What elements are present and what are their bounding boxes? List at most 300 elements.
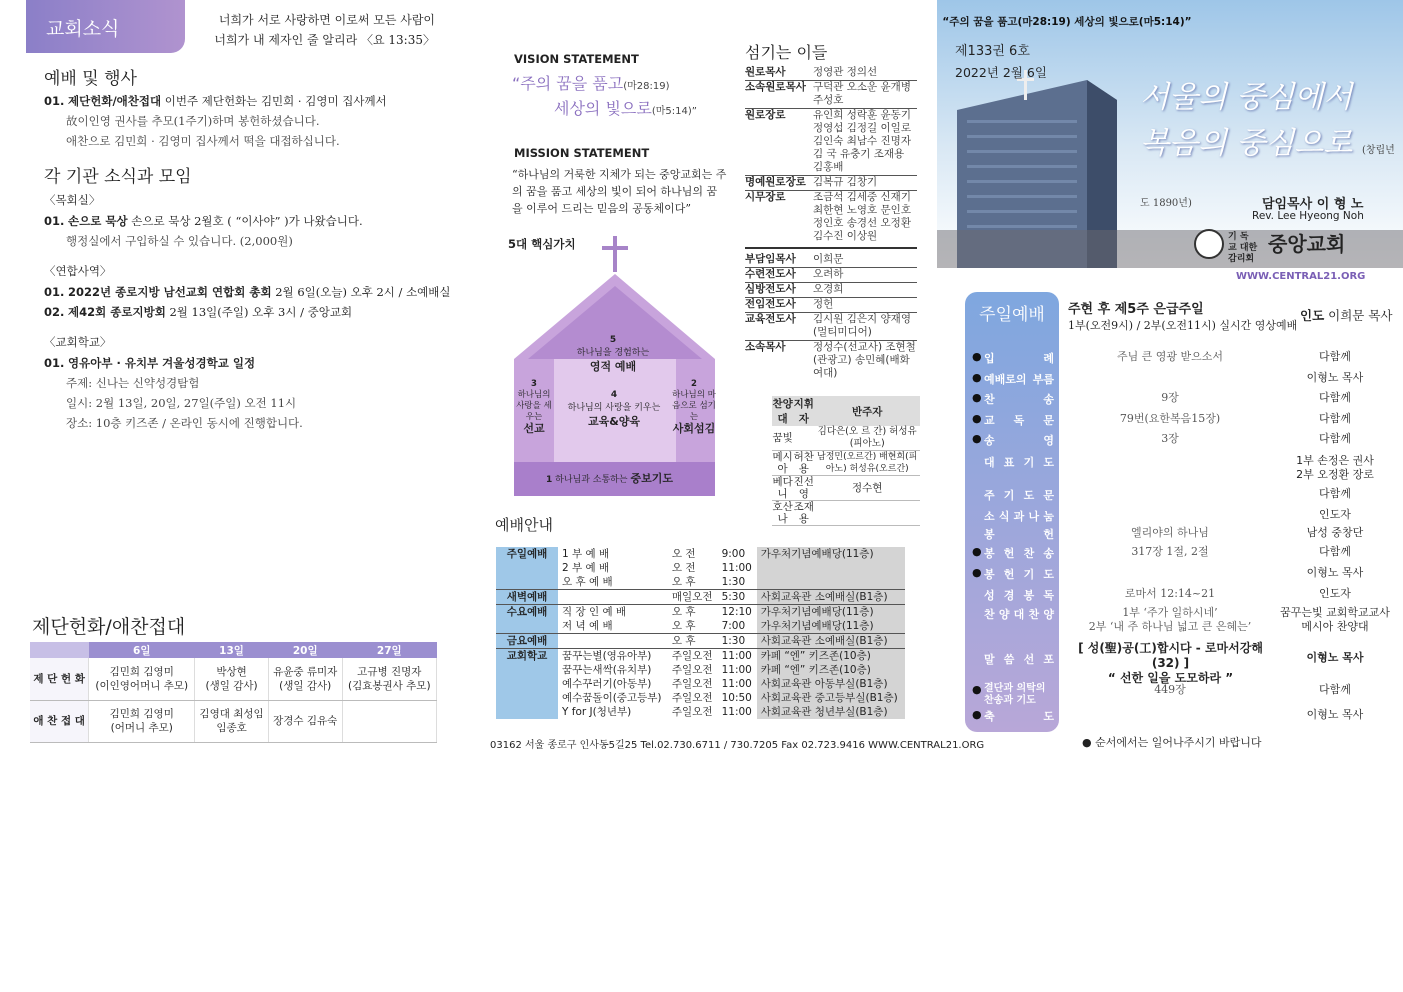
order-item-label: 봉 헌 기 도 bbox=[984, 568, 1054, 581]
servant-row bbox=[745, 81, 917, 109]
item-text: 2월 6일(오늘) 오후 2시 / 소예배실 bbox=[275, 285, 451, 299]
schedule-ampm: 오 후 bbox=[668, 575, 718, 590]
servant-row bbox=[745, 253, 917, 268]
schedule-name: 예수꾸러기(아동부) bbox=[562, 678, 652, 690]
servant-names: 정헌 bbox=[813, 298, 834, 310]
servant-names: 김복규 김창기 bbox=[813, 176, 878, 188]
order-item-name bbox=[972, 683, 1054, 707]
senior-pastor-name: 담임목사 이 형 노 bbox=[1262, 197, 1364, 212]
order-item-presenter: 이형노 목사 bbox=[1306, 708, 1364, 721]
union-label: 〈연합사역〉 bbox=[44, 264, 112, 278]
schedule-row bbox=[496, 649, 905, 664]
order-item-content: 로마서 12:14~21 bbox=[1124, 587, 1216, 600]
schedule-ampm: 오 전 bbox=[671, 548, 696, 560]
servants-list bbox=[745, 66, 917, 380]
core-value-sub: 하나님의 사랑을 세우는 bbox=[516, 390, 552, 422]
schedule-location: 사회교육관 아동부실(B1층) bbox=[757, 677, 905, 691]
servant-names: 정성수(선교사) 조현철(관광고) 송민혜(배화여대) bbox=[813, 341, 916, 379]
schedule-name bbox=[558, 634, 668, 649]
vision-text: 세상의 빛으로 bbox=[554, 99, 652, 118]
verse-line-2: 너희가 내 제자인 줄 알리라 〈요 13:35〉 bbox=[214, 33, 435, 47]
servant-role: 교육전도사 bbox=[745, 313, 796, 325]
servant-row bbox=[745, 66, 917, 81]
schedule-time: 5:30 bbox=[718, 590, 757, 605]
choir-row bbox=[772, 501, 920, 526]
schedule-name: 오 후 예 배 bbox=[558, 575, 668, 590]
sermon-title bbox=[1068, 641, 1273, 686]
choir-cell bbox=[793, 426, 814, 451]
order-item-name bbox=[972, 545, 1054, 561]
order-item-content: 9장 bbox=[1161, 391, 1179, 404]
order-item-label: 봉 헌 bbox=[984, 528, 1054, 541]
core-value-4 bbox=[565, 390, 663, 429]
schedule-ampm: 오 후 bbox=[668, 634, 718, 649]
schedule-time: 10:50 bbox=[721, 692, 752, 704]
sunday-worship-label: 주일예배 bbox=[979, 305, 1045, 325]
schedule-time: 7:00 bbox=[718, 619, 757, 634]
sermon-text: “ 선한 일을 도모하라 ” bbox=[1107, 671, 1234, 685]
choir-cell: 꿈빛 bbox=[772, 426, 793, 451]
core-value-number: 1 bbox=[546, 475, 553, 485]
schedule-name: 저 녁 예 배 bbox=[558, 619, 668, 634]
order-item-label: 대 표 기 도 bbox=[984, 456, 1054, 469]
schedule-row bbox=[496, 547, 905, 561]
news-item-union-1 bbox=[44, 282, 451, 302]
servant-names: 구덕관 오소운 윤개병 주성호 bbox=[813, 81, 911, 106]
servant-row bbox=[745, 313, 917, 341]
order-item-presenter: 1부 손정은 권사 2부 오정환 장로 bbox=[1296, 454, 1374, 481]
schedule-ampm: 오 전 bbox=[671, 562, 696, 574]
schedule-ampm: 오 후 bbox=[668, 619, 718, 634]
core-value-main: 교육&양육 bbox=[587, 415, 641, 428]
core-value-number: 2 bbox=[691, 379, 697, 389]
bulletin-volume: 제133권 6호 bbox=[955, 44, 1030, 59]
servant-row bbox=[745, 268, 917, 283]
schedule-ampm: 주일오전 bbox=[671, 678, 713, 690]
news-item-school bbox=[44, 353, 255, 373]
offering-cell: 김민희 김영미 (어머니 추모) bbox=[89, 700, 195, 742]
schedule-name: Y for J(청년부) bbox=[562, 706, 632, 718]
choir-header: 반주자 bbox=[814, 396, 920, 426]
item-title: 손으로 묵상 bbox=[68, 214, 128, 228]
worship-events-heading: 예배 및 행사 bbox=[44, 69, 137, 89]
schedule-row bbox=[496, 663, 905, 677]
order-item-content: 3장 bbox=[1161, 432, 1179, 445]
order-item-content: 엘리야의 하나님 bbox=[1131, 526, 1209, 539]
core-value-main: 선교 bbox=[523, 422, 545, 435]
schedule-name: 1 부 예 배 bbox=[562, 548, 610, 560]
order-item-presenter: 다함께 bbox=[1319, 412, 1351, 425]
schedule-row bbox=[496, 619, 905, 634]
slogan-line: 서울의 중심에서 bbox=[1140, 80, 1353, 115]
schedule-location: 가우처기념예배당(11층) bbox=[757, 605, 905, 620]
news-tab-label: 교회소식 bbox=[46, 18, 120, 40]
order-item-content: 317장 1절, 2절 bbox=[1131, 545, 1209, 558]
schedule-category bbox=[496, 561, 558, 575]
servant-row bbox=[745, 298, 917, 313]
church-website: WWW.CENTRAL21.ORG bbox=[1236, 271, 1366, 282]
order-item-label: 찬 양 대 찬 양 bbox=[984, 608, 1054, 621]
schedule-time: 1:30 bbox=[718, 575, 757, 590]
servant-role: 전임전도사 bbox=[745, 298, 796, 310]
school-label: 〈교회학교〉 bbox=[44, 335, 112, 349]
item-line: 주제: 신나는 신약성경탐험 bbox=[66, 376, 200, 390]
servant-names: 오려하 bbox=[813, 268, 844, 280]
vision-label: VISION STATEMENT bbox=[514, 52, 639, 66]
standing-bullet-icon: ● bbox=[972, 683, 982, 696]
offering-title: 제단헌화/애찬접대 bbox=[32, 616, 186, 638]
item-title: 제42회 종로지방회 bbox=[68, 305, 166, 319]
item-text: 2월 13일(주일) 오후 3시 / 중앙교회 bbox=[169, 305, 353, 319]
order-item-name bbox=[972, 587, 1054, 603]
core-value-main: 중보기도 bbox=[630, 472, 673, 485]
order-item-label: 교 독 문 bbox=[984, 414, 1054, 427]
item-text: 손으로 묵상 2월호 ( “이사야” )가 나왔습니다. bbox=[131, 214, 363, 228]
schedule-row bbox=[496, 561, 905, 575]
worship-leader bbox=[1300, 306, 1393, 324]
choir-header: 찬양대 bbox=[772, 398, 793, 425]
schedule-name: 직 장 인 예 배 bbox=[562, 606, 627, 618]
servant-role: 심방전도사 bbox=[745, 283, 796, 295]
core-value-1 bbox=[546, 470, 706, 486]
schedule-row bbox=[496, 590, 905, 605]
senior-pastor-name-en: Rev. Lee Hyeong Noh bbox=[1252, 210, 1364, 222]
order-item-name bbox=[972, 371, 1054, 387]
offering-cell: 제 단 헌 화 bbox=[30, 658, 89, 700]
offering-row bbox=[30, 658, 437, 700]
schedule-name: 예수꿈돌이(중고등부) bbox=[562, 692, 662, 704]
schedule-time: 11:00 bbox=[721, 664, 752, 676]
schedule-name: 꿈꾸는별(영유아부) bbox=[562, 650, 652, 662]
schedule-location: 가우처기념예배당(11층) bbox=[757, 547, 905, 561]
order-item-presenter: 다함께 bbox=[1319, 545, 1351, 558]
bulletin-date: 2022년 2월 6일 bbox=[955, 65, 1047, 80]
servant-names: 조금석 김세중 신재기 최한현 노영호 문인호 정인호 송경선 오정환 김수진 이상원 bbox=[813, 191, 911, 242]
schedule-time: 11:00 bbox=[721, 650, 752, 662]
order-item-name bbox=[972, 350, 1054, 366]
schedule-location: 가우처기념예배당(11층) bbox=[757, 619, 905, 634]
schedule-location: 사회교육관 청년부실(B1층) bbox=[757, 705, 905, 719]
item-line: 행정실에서 구입하실 수 있습니다. (2,000원) bbox=[66, 234, 293, 248]
servant-names: 유인희 성락훈 윤동기 정영섭 김정길 이일로 김인숙 최남수 진명자 김 국 유충기 조재용 김홍배 bbox=[813, 109, 911, 173]
choir-cell: 남정민(오르간) 배현희(피아노) 허성유(오르간) bbox=[814, 451, 920, 476]
standing-bullet-icon: ● bbox=[972, 708, 982, 721]
choir-cell: 조재용 bbox=[793, 501, 814, 525]
schedule-category: 새벽예배 bbox=[496, 590, 558, 605]
item-text: 이번주 제단헌화는 김민희 · 김영미 집사께서 bbox=[164, 94, 387, 108]
schedule-location: 사회교육관 소예배실(B1층) bbox=[757, 634, 905, 649]
church-seal-icon bbox=[1194, 229, 1224, 259]
choir-cell: 정수현 bbox=[814, 476, 920, 501]
choir-table bbox=[772, 396, 920, 526]
verse-line-1: 너희가 서로 사랑하면 이로써 모든 사람이 bbox=[218, 13, 435, 27]
order-item-name bbox=[972, 606, 1054, 622]
standing-bullet-icon: ● bbox=[972, 391, 982, 404]
schedule-ampm: 주일오전 bbox=[671, 650, 713, 662]
standing-bullet-icon: ● bbox=[972, 566, 982, 579]
item-number: 01. bbox=[44, 285, 65, 299]
leader-name: 이희문 목사 bbox=[1328, 308, 1393, 323]
servant-row bbox=[745, 176, 917, 191]
offering-cell: 고규병 진명자 (김효봉권사 추모) bbox=[342, 658, 436, 700]
core-value-sub: 하나님의 사랑을 키우는 bbox=[567, 403, 661, 413]
order-item-label: 입 례 bbox=[984, 352, 1054, 365]
order-item-presenter: 다함께 bbox=[1319, 350, 1351, 363]
item-line: 故이인영 권사를 추모(1주기)하며 봉헌하셨습니다. bbox=[66, 114, 320, 128]
worship-schedule-table bbox=[496, 547, 905, 719]
offering-header: 27일 bbox=[342, 642, 436, 658]
news-section-tab bbox=[26, 0, 185, 53]
core-value-number: 4 bbox=[610, 390, 618, 400]
order-item-label: 봉 헌 찬 송 bbox=[984, 547, 1054, 560]
church-name: 중앙교회 bbox=[1268, 232, 1346, 256]
schedule-name: 2 부 예 배 bbox=[562, 562, 610, 574]
item-title: 영유아부 · 유치부 겨울성경학교 일정 bbox=[68, 356, 256, 370]
schedule-time: 9:00 bbox=[721, 548, 746, 560]
order-item-presenter: 이형노 목사 bbox=[1306, 566, 1364, 579]
servant-role: 시무장로 bbox=[745, 191, 786, 203]
schedule-category bbox=[496, 663, 558, 677]
schedule-category bbox=[496, 691, 558, 705]
choir-header: 지휘자 bbox=[793, 398, 814, 425]
schedule-location: 사회교육관 중고등부실(B1층) bbox=[757, 691, 905, 705]
standing-note: ● 순서에서는 일어나주시기 바랍니다 bbox=[1082, 736, 1262, 749]
choir-cell: 진선영 bbox=[793, 476, 814, 500]
standing-bullet-icon: ● bbox=[972, 350, 982, 363]
order-item-content: 79번(요한복음15장) bbox=[1119, 412, 1221, 425]
schedule-category bbox=[496, 575, 558, 590]
order-item-presenter: 다함께 bbox=[1319, 683, 1351, 696]
vision-text: “주의 꿈을 품고 bbox=[512, 74, 624, 93]
schedule-location: 카페 “엔” 키즈존(10층) bbox=[757, 663, 905, 677]
servant-role: 명예원로장로 bbox=[745, 176, 806, 188]
order-item-label: 성 경 봉 독 bbox=[984, 589, 1054, 602]
core-value-main: 사회섬김 bbox=[672, 422, 716, 435]
schedule-ampm: 매일오전 bbox=[668, 590, 718, 605]
choir-cell: 메시아 bbox=[772, 451, 793, 475]
schedule-name: 꿈꾸는새싹(유치부) bbox=[562, 664, 652, 676]
core-value-3 bbox=[514, 379, 554, 434]
order-item-name bbox=[972, 432, 1054, 448]
core-value-main: 영적 예배 bbox=[589, 360, 637, 373]
order-item-content: 주님 큰 영광 받으소서 bbox=[1116, 350, 1224, 363]
schedule-time: 12:10 bbox=[721, 606, 752, 618]
order-item-presenter: 꿈꾸는빛 교회학교교사 메시아 찬양대 bbox=[1280, 606, 1390, 633]
order-item-name bbox=[972, 487, 1054, 503]
schedule-row bbox=[496, 575, 905, 590]
servant-row bbox=[745, 109, 917, 176]
standing-bullet-icon: ● bbox=[972, 432, 982, 445]
schedule-row bbox=[496, 605, 905, 620]
offering-cell: 김민희 김영미 (이인영어머니 추모) bbox=[89, 658, 195, 700]
offering-cell bbox=[342, 700, 436, 742]
cover-motto: “주의 꿈을 품고(마28:19) 세상의 빛으로(마5:14)” bbox=[942, 16, 1192, 28]
core-value-sub: 하나님을 경험하는 bbox=[576, 348, 650, 358]
choir-header-row bbox=[772, 396, 920, 426]
schedule-ampm: 주일오전 bbox=[671, 706, 713, 718]
item-title: 2022년 종로지방 남선교회 연합회 총회 bbox=[68, 285, 272, 299]
order-item-name bbox=[972, 708, 1054, 724]
servant-names: 이희문 bbox=[813, 253, 844, 265]
order-item-label: 찬 송 bbox=[984, 393, 1054, 406]
item-line: 장소: 10층 키즈존 / 온라인 동시에 진행합니다. bbox=[66, 416, 303, 430]
core-values-label: 5대 핵심가치 bbox=[508, 237, 576, 251]
schedule-row bbox=[496, 705, 905, 719]
order-item-name bbox=[972, 526, 1054, 542]
item-number: 01. bbox=[44, 356, 65, 370]
servant-names: 김시원 김은지 양재영(멀티미디어) bbox=[813, 313, 911, 338]
pastoral-room-label: 〈목회실〉 bbox=[44, 193, 101, 207]
order-item-presenter: 다함께 bbox=[1319, 432, 1351, 445]
servant-role: 원로장로 bbox=[745, 109, 786, 121]
order-item-presenter: 이형노 목사 bbox=[1306, 371, 1364, 384]
mission-text: “하나님의 거룩한 지체가 되는 중앙교회는 주의 꿈을 품고 세상의 빛이 되어 하나님의 꿈을 이루어 드리는 믿음의 공동체이다” bbox=[512, 168, 727, 215]
church-address-footer: 03162 서울 종로구 인사동5길25 Tel.02.730.6711 / 730.7205 Fax 02.723.9416 WWW.CENTRAL21.ORG bbox=[490, 740, 985, 751]
schedule-row bbox=[496, 634, 905, 649]
order-item-label: 송 영 bbox=[984, 434, 1054, 447]
bible-verse bbox=[205, 10, 435, 50]
order-item-name bbox=[972, 508, 1054, 524]
choir-cell: 베다니 bbox=[772, 476, 793, 500]
schedule-time: 11:00 bbox=[721, 562, 752, 574]
order-item-presenter: 인도자 bbox=[1319, 587, 1351, 600]
order-item-name bbox=[972, 566, 1054, 582]
choir-cell bbox=[814, 501, 920, 526]
founded-year: (창립년도 1890년) bbox=[1140, 145, 1395, 209]
sunday-times: 1부(오전9시) / 2부(오전11시) 실시간 영상예배 bbox=[1068, 319, 1298, 332]
vision-ref: (마5:14)” bbox=[651, 106, 697, 117]
schedule-ampm: 주일오전 bbox=[671, 692, 713, 704]
offering-table bbox=[30, 642, 437, 743]
servant-row bbox=[745, 283, 917, 298]
servant-role: 원로목사 bbox=[745, 66, 786, 78]
order-item-label: 축 도 bbox=[984, 710, 1054, 723]
order-item-label: 주 기 도 문 bbox=[984, 489, 1054, 502]
worship-guide-title: 예배안내 bbox=[495, 516, 553, 534]
schedule-location bbox=[757, 575, 905, 590]
news-item-offering bbox=[44, 91, 387, 111]
offering-cell: 유윤중 류미자 (생일 감사) bbox=[268, 658, 342, 700]
servant-role: 수련전도사 bbox=[745, 268, 796, 280]
schedule-row bbox=[496, 677, 905, 691]
offering-cell: 박상현 (생일 감사) bbox=[195, 658, 269, 700]
order-item-presenter: 다함께 bbox=[1319, 487, 1351, 500]
offering-header-row bbox=[30, 642, 437, 658]
servant-names: 정영관 정의선 bbox=[813, 66, 878, 78]
schedule-category bbox=[496, 619, 558, 634]
sunday-heading: 주현 후 제5주 은급주일 bbox=[1068, 302, 1204, 317]
item-number: 01. bbox=[44, 94, 65, 108]
vision-quote bbox=[512, 73, 697, 123]
servant-row bbox=[745, 191, 917, 249]
slogan-line: 복음의 중심으로 bbox=[1140, 126, 1353, 161]
schedule-time: 11:00 bbox=[721, 706, 752, 718]
choir-cell: 김다은(오 르 간) 허성유(피아노) bbox=[814, 426, 920, 451]
schedule-location bbox=[757, 561, 905, 575]
order-item-presenter: 남성 중창단 bbox=[1306, 526, 1364, 539]
item-title: 제단헌화/애찬접대 bbox=[68, 94, 162, 108]
news-item-meditation bbox=[44, 211, 363, 231]
schedule-time: 1:30 bbox=[718, 634, 757, 649]
choir-row bbox=[772, 476, 920, 501]
standing-bullet-icon: ● bbox=[972, 545, 982, 558]
denomination: 기 독 교 대한감리회 bbox=[1228, 232, 1258, 264]
core-value-number: 3 bbox=[531, 379, 537, 389]
schedule-category: 교회학교 bbox=[496, 649, 558, 664]
schedule-category bbox=[496, 705, 558, 719]
order-item-name bbox=[972, 651, 1054, 667]
standing-bullet-icon: ● bbox=[972, 371, 982, 384]
order-item-label: 예배로의 부름 bbox=[984, 373, 1054, 386]
sermon-series: [ 성(聖)공(工)합시다 - 로마서강해(32) ] bbox=[1078, 641, 1263, 670]
offering-cell: 장경수 김유숙 bbox=[268, 700, 342, 742]
offering-row bbox=[30, 700, 437, 742]
offering-header bbox=[30, 642, 89, 658]
core-value-number: 5 bbox=[609, 335, 617, 345]
servant-row bbox=[745, 341, 917, 380]
item-line: 애찬으로 김민희 · 김영미 집사께서 떡을 대접하십니다. bbox=[66, 134, 340, 148]
schedule-category: 금요예배 bbox=[496, 634, 558, 649]
org-news-heading: 각 기관 소식과 모임 bbox=[44, 167, 192, 187]
offering-cell: 김영대 최성임 임종호 bbox=[195, 700, 269, 742]
order-item-presenter: 이형노 목사 bbox=[1306, 651, 1364, 664]
core-value-2 bbox=[672, 379, 716, 434]
standing-bullet-icon: ● bbox=[972, 412, 982, 425]
servant-role: 부담임목사 bbox=[745, 253, 796, 265]
schedule-category: 주일예배 bbox=[496, 547, 558, 561]
item-line: 일시: 2월 13일, 20일, 27일(주일) 오전 11시 bbox=[66, 396, 297, 410]
servant-role: 소속원로목사 bbox=[745, 81, 806, 93]
order-item-name bbox=[972, 412, 1054, 428]
vision-ref: (마28:19) bbox=[623, 81, 670, 92]
leader-label: 인도 bbox=[1300, 308, 1325, 323]
offering-header: 6일 bbox=[89, 642, 195, 658]
order-item-label: 소 식 과 나 눔 bbox=[984, 510, 1054, 523]
core-value-sub: 하나님과 소통하는 bbox=[555, 475, 628, 485]
core-value-sub: 하나님의 마음으로 섬기는 bbox=[672, 390, 716, 422]
schedule-ampm: 오 후 bbox=[671, 606, 696, 618]
order-item-content: 449장 bbox=[1154, 683, 1186, 696]
schedule-location: 카페 “엔” 키즈존(10층) bbox=[757, 649, 905, 664]
news-item-union-2 bbox=[44, 302, 352, 322]
choir-cell: 호산나 bbox=[772, 501, 793, 525]
schedule-time: 11:00 bbox=[721, 678, 752, 690]
choir-row bbox=[772, 426, 920, 451]
item-number: 01. bbox=[44, 214, 65, 228]
choir-cell: 허찬용 bbox=[793, 451, 814, 475]
order-item-name bbox=[972, 391, 1054, 407]
mission-label: MISSION STATEMENT bbox=[514, 146, 650, 160]
schedule-ampm: 주일오전 bbox=[671, 664, 713, 676]
offering-header: 20일 bbox=[268, 642, 342, 658]
servant-names: 오경희 bbox=[813, 283, 844, 295]
order-item-content: 1부 ‘주가 일하시네’ 2부 ‘내 주 하나님 넓고 큰 은혜는’ bbox=[1088, 606, 1252, 633]
servants-title: 섬기는 이들 bbox=[745, 43, 828, 62]
schedule-name bbox=[558, 590, 668, 605]
schedule-row bbox=[496, 691, 905, 705]
order-item-label: 결단과 의탁의 찬송과 기도 bbox=[984, 683, 1046, 706]
order-item-presenter: 다함께 bbox=[1319, 391, 1351, 404]
schedule-location: 사회교육관 소예배실(B1층) bbox=[757, 590, 905, 605]
offering-cell: 애 찬 접 대 bbox=[30, 700, 89, 742]
choir-row bbox=[772, 451, 920, 476]
servant-role: 소속목사 bbox=[745, 341, 786, 353]
offering-header: 13일 bbox=[195, 642, 269, 658]
item-number: 02. bbox=[44, 305, 65, 319]
order-item-presenter: 인도자 bbox=[1319, 508, 1351, 521]
schedule-category bbox=[496, 677, 558, 691]
order-item-name bbox=[972, 454, 1054, 470]
